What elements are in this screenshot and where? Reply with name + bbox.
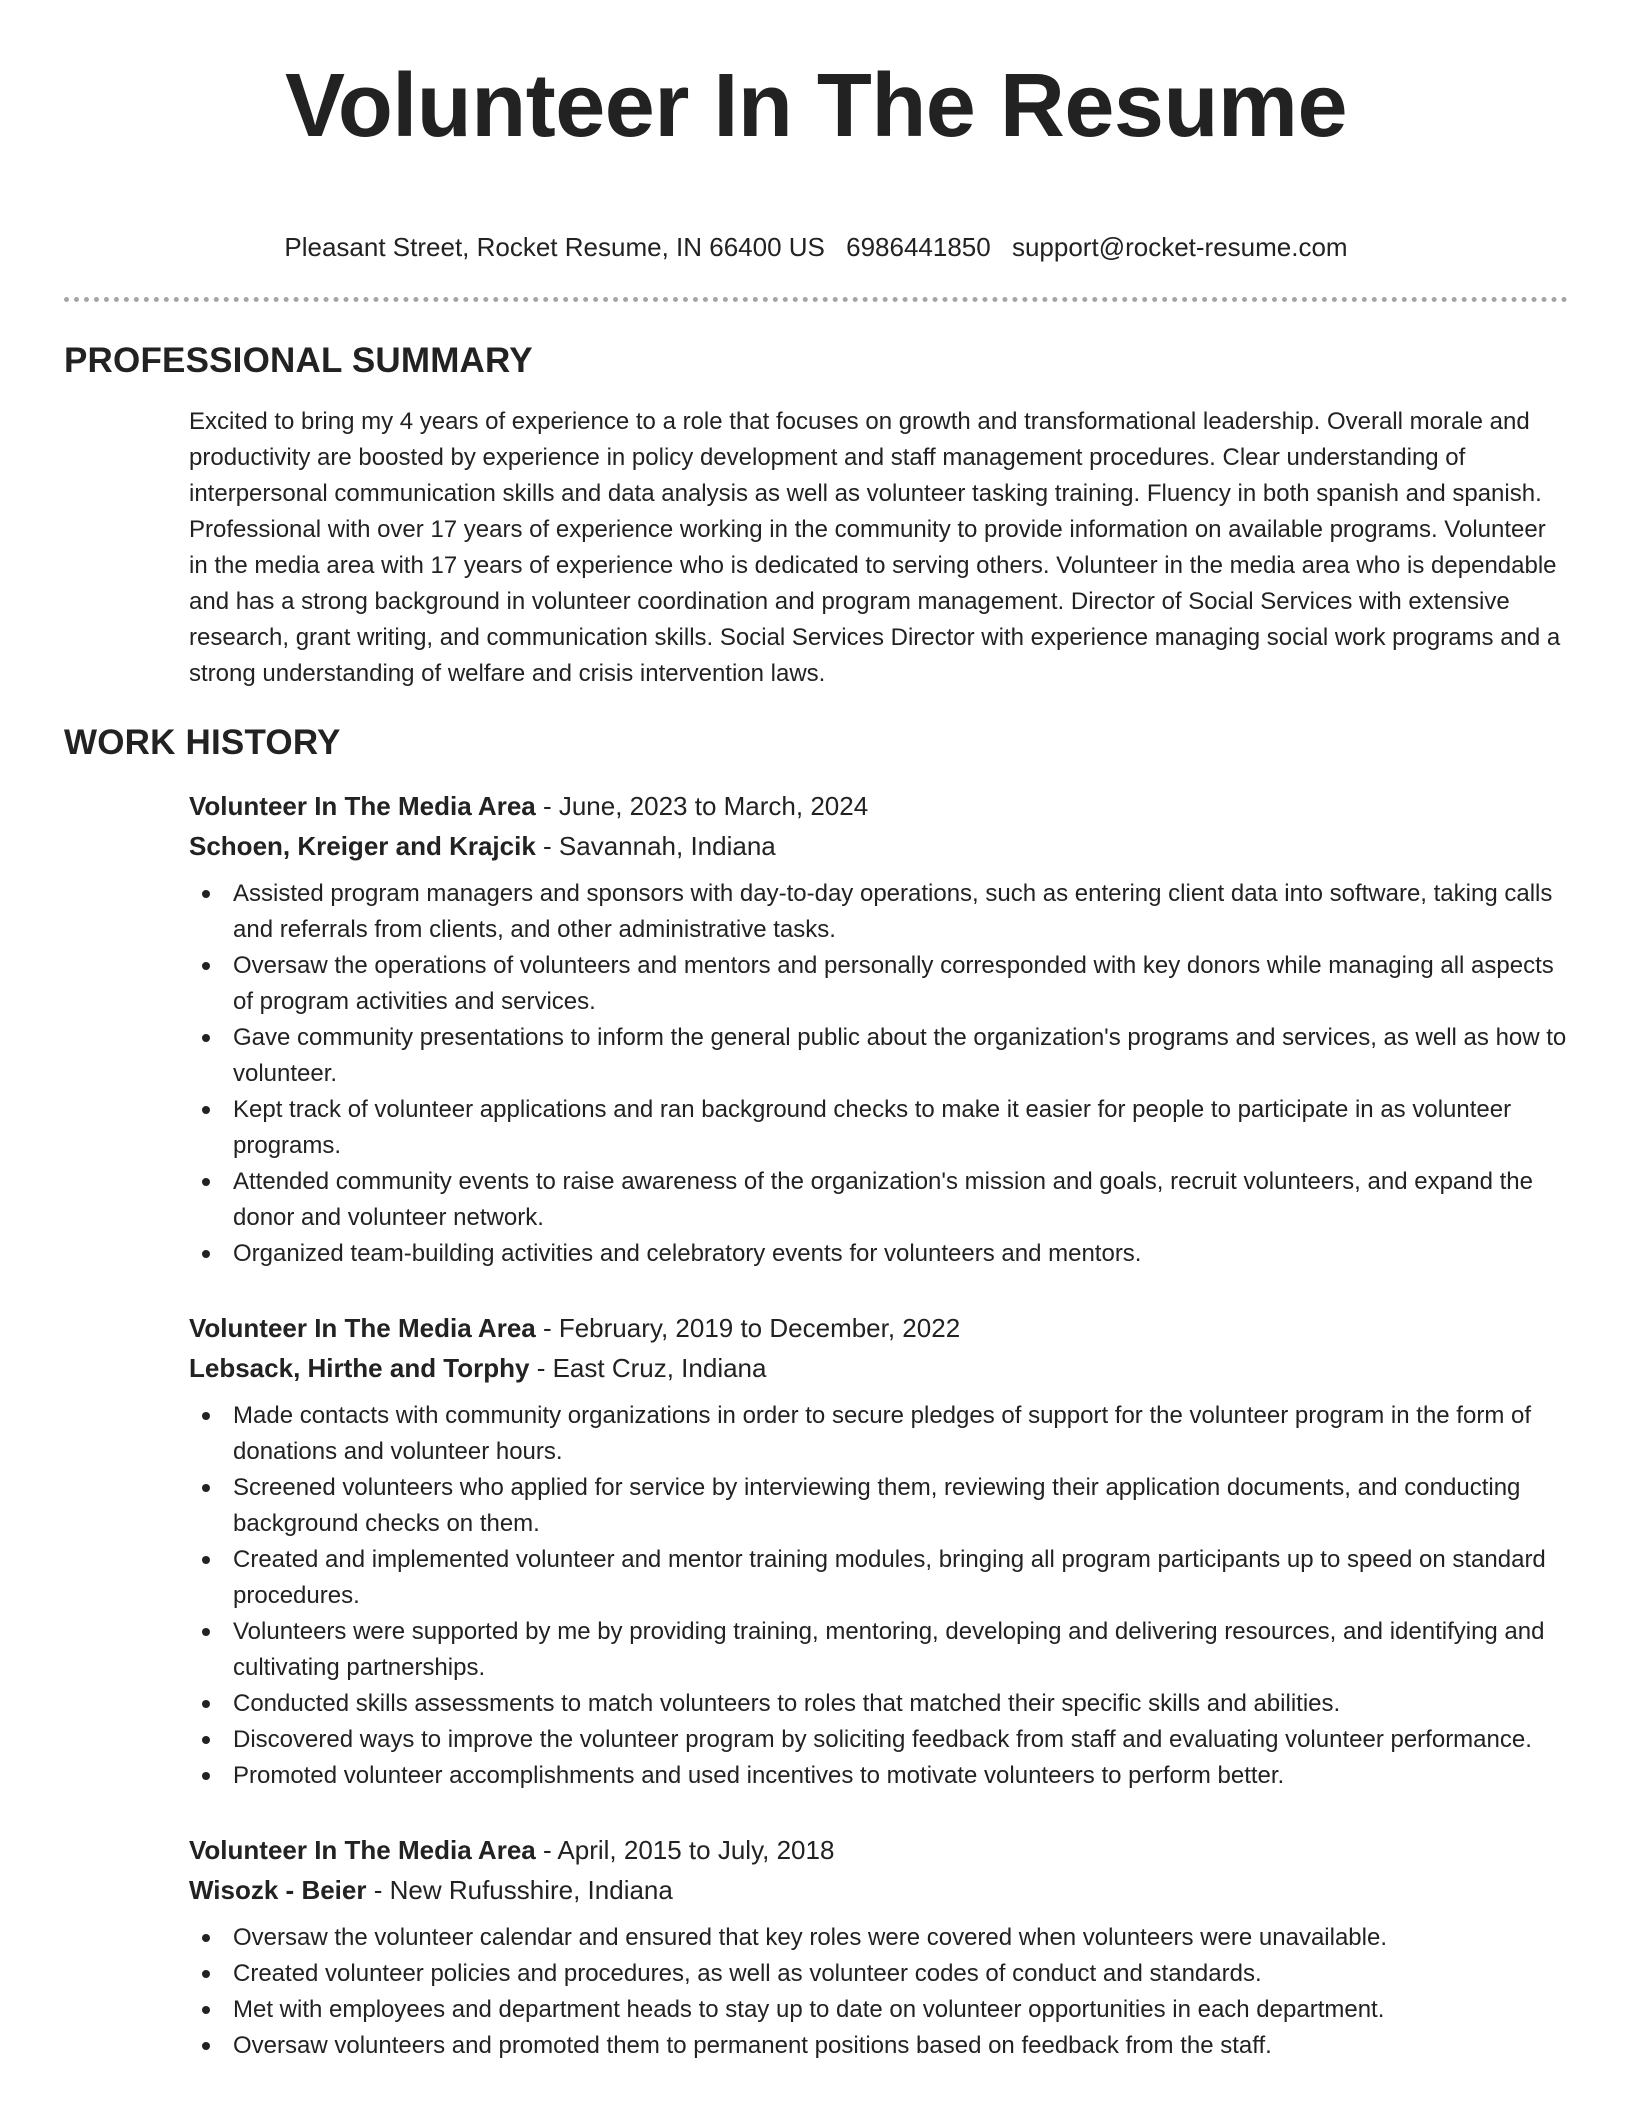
bullet-dot-icon bbox=[202, 1412, 210, 1420]
bullet-dot-icon bbox=[202, 1034, 210, 1042]
job-company-line bbox=[189, 1870, 1568, 1910]
job-role: Volunteer In The Media Area bbox=[189, 1313, 536, 1343]
work-history-list bbox=[64, 786, 1568, 2064]
job-entry bbox=[189, 1308, 1568, 1794]
job-bullet-text: Promoted volunteer accomplishments and used incentives to motivate volunteers to perform better. bbox=[233, 1762, 1285, 1789]
job-bullet-text: Created volunteer policies and procedures, as well as volunteer codes of conduct and standards. bbox=[233, 1960, 1262, 1987]
job-company-line bbox=[189, 826, 1568, 866]
job-bullet-item bbox=[189, 1398, 1568, 1470]
job-bullet-list bbox=[189, 1398, 1568, 1794]
job-entry bbox=[189, 1830, 1568, 2064]
contact-email: support@rocket-resume.com bbox=[1011, 232, 1348, 262]
job-bullet-item bbox=[189, 1614, 1568, 1686]
bullet-dot-icon bbox=[202, 1628, 210, 1636]
job-bullet-item bbox=[189, 1992, 1568, 2028]
job-bullet-text: Conducted skills assessments to match volunteers to roles that matched their specific skills and abilities. bbox=[233, 1690, 1341, 1717]
job-bullet-text: Met with employees and department heads to stay up to date on volunteer opportunities in each department. bbox=[233, 1996, 1385, 2023]
job-bullet-item bbox=[189, 1092, 1568, 1164]
job-bullet-item bbox=[189, 1470, 1568, 1542]
header-divider bbox=[64, 297, 1568, 302]
job-title-line bbox=[189, 1308, 1568, 1348]
job-bullet-item bbox=[189, 876, 1568, 948]
job-bullet-text: Screened volunteers who applied for service by interviewing them, reviewing their application documents, and conducting background checks on them. bbox=[233, 1474, 1521, 1537]
job-bullet-text: Assisted program managers and sponsors with day-to-day operations, such as entering client data into software, taking calls and referrals from clients, and other administrative tasks. bbox=[233, 880, 1553, 943]
job-bullet-item bbox=[189, 1686, 1568, 1722]
bullet-dot-icon bbox=[202, 962, 210, 970]
bullet-dot-icon bbox=[202, 1178, 210, 1186]
job-bullet-text: Kept track of volunteer applications and ran background checks to make it easier for people to participate in as volunteer programs. bbox=[233, 1096, 1512, 1159]
job-bullet-item bbox=[189, 1542, 1568, 1614]
section-title-summary: PROFESSIONAL SUMMARY bbox=[64, 341, 533, 380]
bullet-dot-icon bbox=[202, 1934, 210, 1942]
job-bullet-text: Oversaw volunteers and promoted them to permanent positions based on feedback from the staff. bbox=[233, 2032, 1272, 2059]
job-bullet-text: Gave community presentations to inform the general public about the organization's programs and services, as well as how to volunteer. bbox=[233, 1024, 1567, 1087]
bullet-dot-icon bbox=[202, 2042, 210, 2050]
job-location: - New Rufusshire, Indiana bbox=[366, 1875, 673, 1905]
job-company: Wisozk - Beier bbox=[189, 1875, 367, 1905]
job-bullet-text: Organized team-building activities and celebratory events for volunteers and mentors. bbox=[233, 1240, 1142, 1267]
bullet-dot-icon bbox=[202, 890, 210, 898]
job-bullet-text: Made contacts with community organizations in order to secure pledges of support for the volunteer program in the form of donations and volunteer hours. bbox=[233, 1402, 1531, 1465]
job-dates: - June, 2023 to March, 2024 bbox=[535, 791, 869, 821]
job-bullet-item bbox=[189, 1236, 1568, 1272]
job-title-line bbox=[189, 1830, 1568, 1870]
summary-text: Excited to bring my 4 years of experience to a role that focuses on growth and transformational leadership. Overall morale and productivity are boosted by experience in policy development and staff management procedures. Clear understanding of interpersonal communication skills and data analysis as well as volunteer tasking training. Fluency in both spanish and spanish. Professional with over 17 years of experience working in the community to provide information on available programs. Volunteer in the media area with 17 years of experience who is dedicated to serving others. Volunteer in the media area who is dependable and has a strong background in volunteer coordination and program management. Director of Social Services with extensive research, grant writing, and communication skills. Social Services Director with experience managing social work programs and a strong understanding of welfare and crisis intervention laws. bbox=[189, 408, 1561, 687]
job-bullet-text: Created and implemented volunteer and mentor training modules, bringing all program participants up to speed on standard procedures. bbox=[233, 1546, 1546, 1609]
bullet-dot-icon bbox=[202, 1484, 210, 1492]
job-bullet-item bbox=[189, 948, 1568, 1020]
bullet-dot-icon bbox=[202, 2006, 210, 2014]
job-location: - East Cruz, Indiana bbox=[529, 1353, 767, 1383]
job-bullet-item bbox=[189, 1722, 1568, 1758]
job-bullet-item bbox=[189, 1920, 1568, 1956]
bullet-dot-icon bbox=[202, 1736, 210, 1744]
job-bullet-item bbox=[189, 1758, 1568, 1794]
bullet-dot-icon bbox=[202, 1970, 210, 1978]
job-company: Schoen, Kreiger and Krajcik bbox=[189, 831, 536, 861]
job-dates: - April, 2015 to July, 2018 bbox=[535, 1835, 835, 1865]
bullet-dot-icon bbox=[202, 1250, 210, 1258]
job-bullet-item bbox=[189, 1164, 1568, 1236]
contact-address: Pleasant Street, Rocket Resume, IN 66400 US bbox=[284, 232, 825, 262]
job-company-line bbox=[189, 1348, 1568, 1388]
job-role: Volunteer In The Media Area bbox=[189, 1835, 536, 1865]
job-bullet-list bbox=[189, 1920, 1568, 2064]
job-title-line bbox=[189, 786, 1568, 826]
job-bullet-text: Attended community events to raise awareness of the organization's mission and goals, recruit volunteers, and expand the donor and volunteer network. bbox=[233, 1168, 1533, 1231]
job-entry bbox=[189, 786, 1568, 1272]
bullet-dot-icon bbox=[202, 1700, 210, 1708]
job-role: Volunteer In The Media Area bbox=[189, 791, 536, 821]
job-bullet-text: Oversaw the volunteer calendar and ensured that key roles were covered when volunteers were unavailable. bbox=[233, 1924, 1387, 1951]
job-bullet-text: Volunteers were supported by me by providing training, mentoring, developing and delivering resources, and identifying and cultivating partnerships. bbox=[233, 1618, 1545, 1681]
job-company: Lebsack, Hirthe and Torphy bbox=[189, 1353, 530, 1383]
job-bullet-item bbox=[189, 1956, 1568, 1992]
bullet-dot-icon bbox=[202, 1772, 210, 1780]
contact-phone: 6986441850 bbox=[846, 232, 991, 262]
job-bullet-text: Discovered ways to improve the volunteer program by soliciting feedback from staff and evaluating volunteer performance. bbox=[233, 1726, 1532, 1753]
job-bullet-list bbox=[189, 876, 1568, 1272]
resume-name: Volunteer In The Resume bbox=[284, 56, 1348, 156]
section-title-work-history: WORK HISTORY bbox=[64, 723, 341, 762]
job-bullet-item bbox=[189, 2028, 1568, 2064]
job-dates: - February, 2019 to December, 2022 bbox=[535, 1313, 961, 1343]
job-bullet-item bbox=[189, 1020, 1568, 1092]
job-location: - Savannah, Indiana bbox=[535, 831, 776, 861]
bullet-dot-icon bbox=[202, 1106, 210, 1114]
bullet-dot-icon bbox=[202, 1556, 210, 1564]
contact-line bbox=[64, 230, 1568, 264]
job-bullet-text: Oversaw the operations of volunteers and mentors and personally corresponded with key donors while managing all aspects of program activities and services. bbox=[233, 952, 1554, 1015]
